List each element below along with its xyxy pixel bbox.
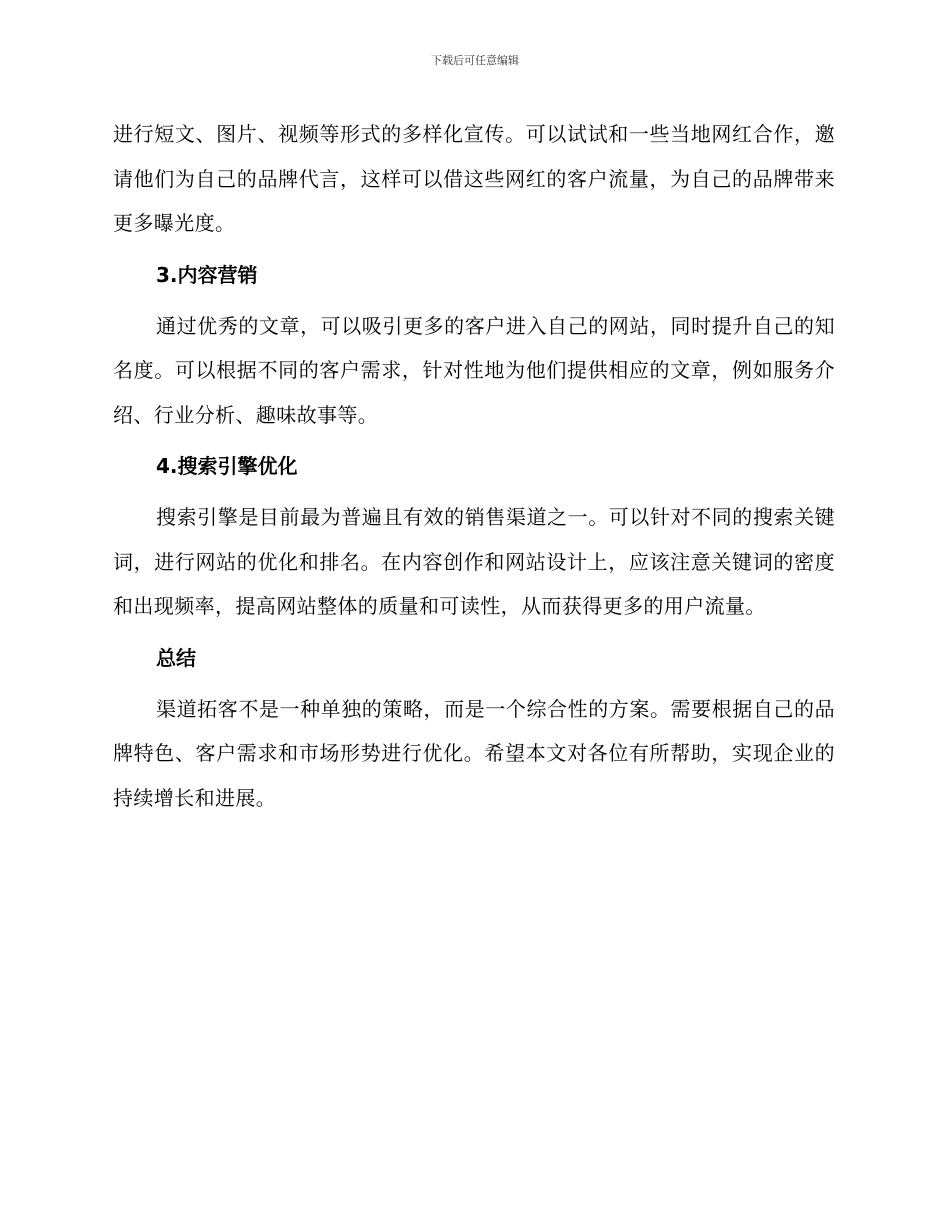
page-header-note: 下载后可任意编辑 — [431, 54, 519, 67]
section-heading-content-marketing: 3.内容营销 — [156, 262, 258, 287]
section-paragraph-seo: 搜索引擎是目前最为普遍且有效的销售渠道之一。可以针对不同的搜索关键词，进行网站的优化和排名。在内容创作和网站设计上，应该注意关键词的密度和出现频率，提高网站整体的质量和可读性，从而获得更多的用户流量。 — [113, 505, 835, 618]
section-paragraph-summary: 渠道拓客不是一种单独的策略，而是一个综合性的方案。需要根据自己的品牌特色、客户需求和市场形势进行优化。希望本文对各位有所帮助，实现企业的持续增长和进展。 — [113, 696, 835, 810]
document-body — [113, 112, 835, 820]
section-heading-seo: 4.搜索引擎优化 — [156, 454, 298, 478]
section-paragraph-content-marketing: 通过优秀的文章，可以吸引更多的客户进入自己的网站，同时提升自己的知名度。可以根据不同的客户需求，针对性地为他们提供相应的文章，例如服务介绍、行业分析、趣味故事等。 — [113, 313, 835, 427]
intro-paragraph: 进行短文、图片、视频等形式的多样化宣传。可以试试和一些当地网红合作，邀请他们为自己的品牌代言，这样可以借这些网红的客户流量，为自己的品牌带来更多曝光度。 — [113, 122, 835, 235]
section-heading-summary: 总结 — [156, 645, 196, 670]
